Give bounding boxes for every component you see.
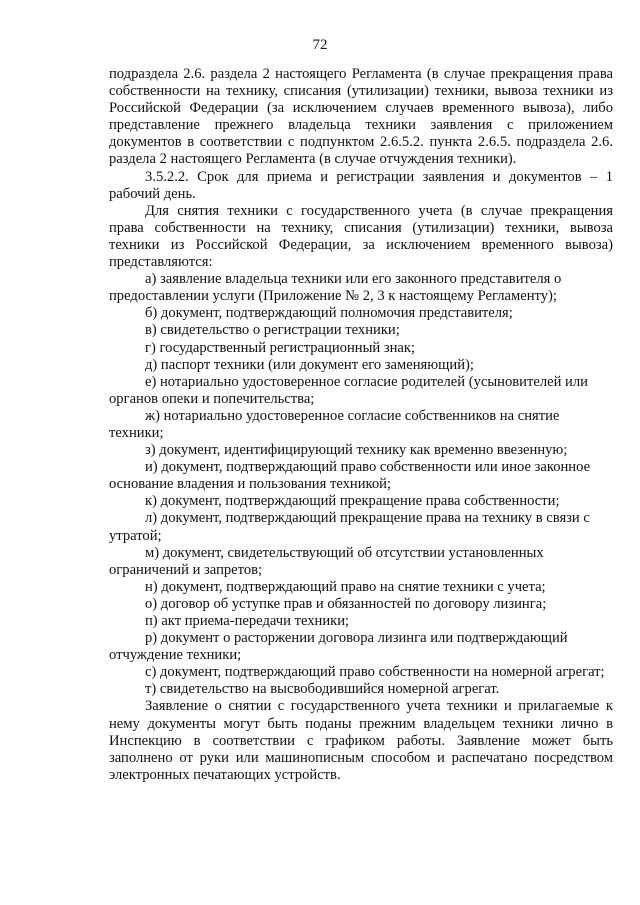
list-item-zh: ж) нотариально удостоверенное согласие собственников на снятие техники; (109, 407, 560, 441)
paragraph-deadline: 3.5.2.2. Срок для приема и регистрации заявления и документов – 1 рабочий день. (109, 168, 613, 202)
list-item-z: з) документ, идентифицирующий технику как временно ввезенную; (145, 442, 568, 459)
list-item-o: о) договор об уступке прав и обязанностей по договору лизинга; (145, 595, 547, 612)
list-item-e: е) нотариально удостоверенное согласие родителей (усыновителей или органов опеки и попечительства; (109, 373, 588, 407)
list-item-b: б) документ, подтверждающий полномочия представителя; (145, 305, 513, 322)
document-body (109, 66, 613, 784)
list-item-r: р) документ о расторжении договора лизинга или подтверждающий отчуждение техники; (109, 630, 568, 664)
list-item-p: п) акт приема-передачи техники; (145, 613, 350, 629)
paragraph-application: Заявление о снятии с государственного учета техники и прилагаемые к нему документы могут быть поданы прежним владельцем техники лично в Инспекцию в соответствии с графиком работы. Заявление может быть заполнено от руки или машинописным способом и распечатано посредством электронных печатающих устройств. (109, 698, 613, 783)
list-item-v: в) свидетельство о регистрации техники; (145, 322, 400, 339)
list-item-g: г) государственный регистрационный знак; (145, 339, 416, 356)
list-item-l: л) документ, подтверждающий прекращение права на технику в связи с утратой; (109, 510, 590, 544)
paragraph-continuation: подраздела 2.6. раздела 2 настоящего Регламента (в случае прекращения права собственности на технику, списания (утилизации) техники, вывоза техники из Российской Федерации (за исключением случаев временного вывоза), либо представление прежнего владельца техники заявления с приложением документов в соответствии с подпунктом 2.6.5.2. пункта 2.6.5. подраздела 2.6. раздела 2 настоящего Регламента (в случае отчуждения техники). (109, 66, 613, 168)
list-item-k: к) документ, подтверждающий прекращение права собственности; (145, 493, 560, 510)
list-item-i: и) документ, подтверждающий право собственности или иное законное основание владения и пользования техникой; (109, 459, 591, 493)
list-item-t: т) свидетельство на высвободившийся номерной агрегат. (145, 681, 500, 698)
list-item-a: а) заявление владельца техники или его законного представителя о предоставлении услуги (Приложение № 2, 3 к настоящему Регламенту); (109, 271, 562, 305)
list-item-n: н) документ, подтверждающий право на снятие техники с учета; (145, 578, 546, 595)
list-item-m: м) документ, свидетельствующий об отсутствии установленных ограничений и запретов; (109, 544, 544, 578)
paragraph-intro: Для снятия техники с государственного учета (в случае прекращения права собственности на технику, списания (утилизации) техники, вывоза техники из Российской Федерации, за исключением временного вывоза) представляются: (109, 202, 613, 271)
list-item-s: с) документ, подтверждающий право собственности на номерной агрегат; (145, 664, 605, 681)
list-item-d: д) паспорт техники (или документ его заменяющий); (145, 356, 474, 373)
page-number: 72 (312, 37, 328, 53)
